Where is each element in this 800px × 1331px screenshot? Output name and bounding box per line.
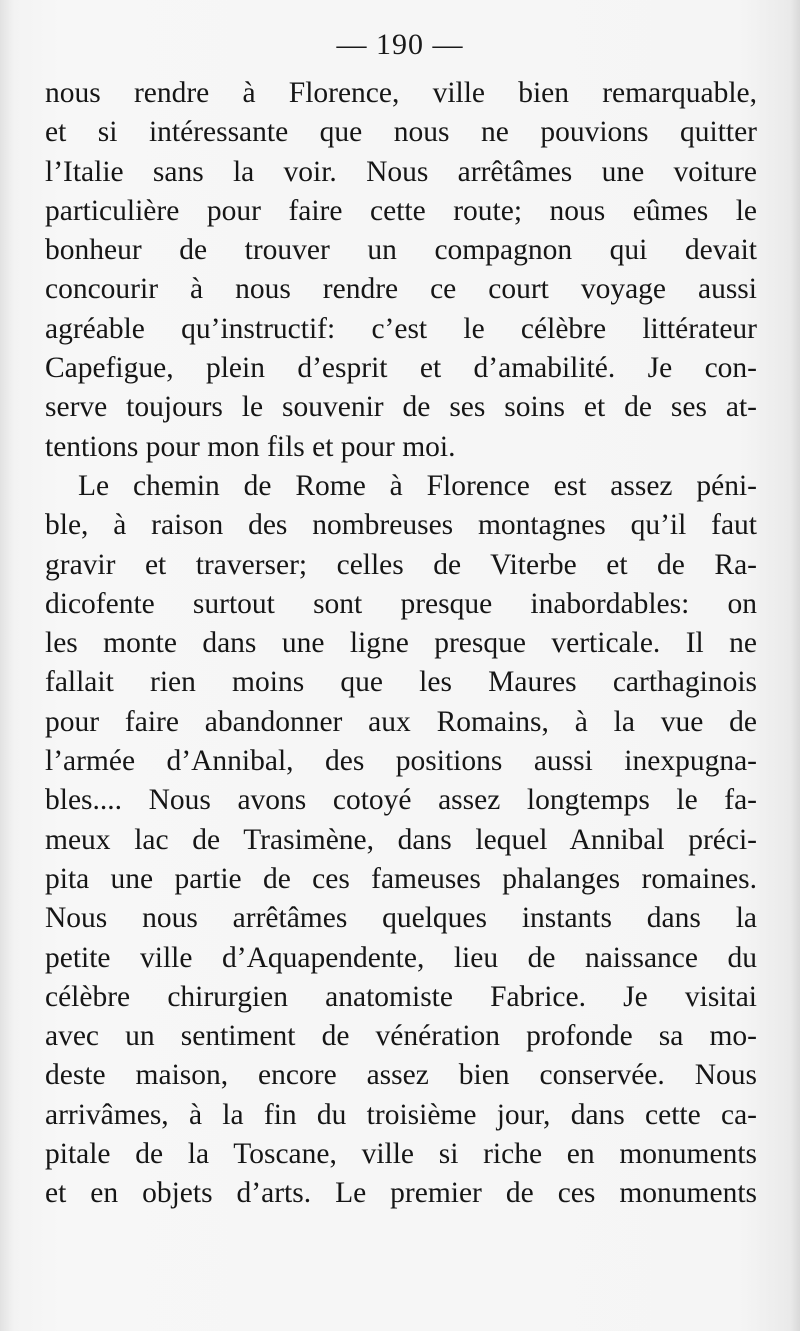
text-line: et si intéressante que nous ne pouvions quitter (45, 116, 757, 149)
body-text (45, 74, 757, 1214)
text-line: fallait rien moins que les Maures carthaginois (45, 666, 757, 699)
text-line: pitale de la Toscane, ville si riche en monuments (45, 1138, 757, 1171)
text-line: agréable qu’instructif: c’est le célèbre littérateur (45, 312, 757, 345)
text-line: et en objets d’arts. Le premier de ces monuments (45, 1177, 757, 1210)
text-line: l’Italie sans la voir. Nous arrêtâmes une voiture (45, 155, 757, 188)
text-line: Nous nous arrêtâmes quelques instants dans la (45, 902, 757, 935)
text-line: arrivâmes, à la fin du troisième jour, dans cette ca- (45, 1098, 757, 1131)
text-line: bles.... Nous avons cotoyé assez longtemps le fa- (45, 784, 757, 817)
text-line: pour faire abandonner aux Romains, à la vue de (45, 705, 757, 738)
text-line: meux lac de Trasimène, dans lequel Annibal préci- (45, 823, 757, 856)
text-line: particulière pour faire cette route; nous eûmes le (45, 194, 757, 227)
text-line: célèbre chirurgien anatomiste Fabrice. Je visitai (45, 980, 757, 1013)
text-line: nous rendre à Florence, ville bien remarquable, (45, 77, 757, 109)
text-line: Capefigue, plein d’esprit et d’amabilité. Je con- (45, 352, 757, 385)
text-line: serve toujours le souvenir de ses soins et de ses at- (45, 391, 757, 424)
text-line: les monte dans une ligne presque verticale. Il ne (45, 627, 757, 660)
text-line: l’armée d’Annibal, des positions aussi inexpugna- (45, 745, 757, 778)
text-line: pita une partie de ces fameuses phalanges romaines. (45, 862, 757, 895)
text-line: dicofente surtout sont presque inabordables: on (45, 587, 757, 620)
text-line: avec un sentiment de vénération profonde sa mo- (45, 1020, 757, 1053)
text-line: concourir à nous rendre ce court voyage aussi (45, 273, 757, 306)
text-line: petite ville d’Aquapendente, lieu de naissance du (45, 941, 757, 974)
text-line: Le chemin de Rome à Florence est assez péni- (78, 469, 757, 502)
text-line: gravir et traverser; celles de Viterbe et de Ra- (45, 548, 757, 581)
text-line: tentions pour mon fils et pour moi. (45, 430, 456, 463)
text-line: bonheur de trouver un compagnon qui devait (45, 234, 757, 267)
text-line: ble, à raison des nombreuses montagnes qu’il faut (45, 509, 757, 542)
page-number: — 190 — (336, 28, 464, 61)
text-line: deste maison, encore assez bien conservée. Nous (45, 1059, 757, 1092)
